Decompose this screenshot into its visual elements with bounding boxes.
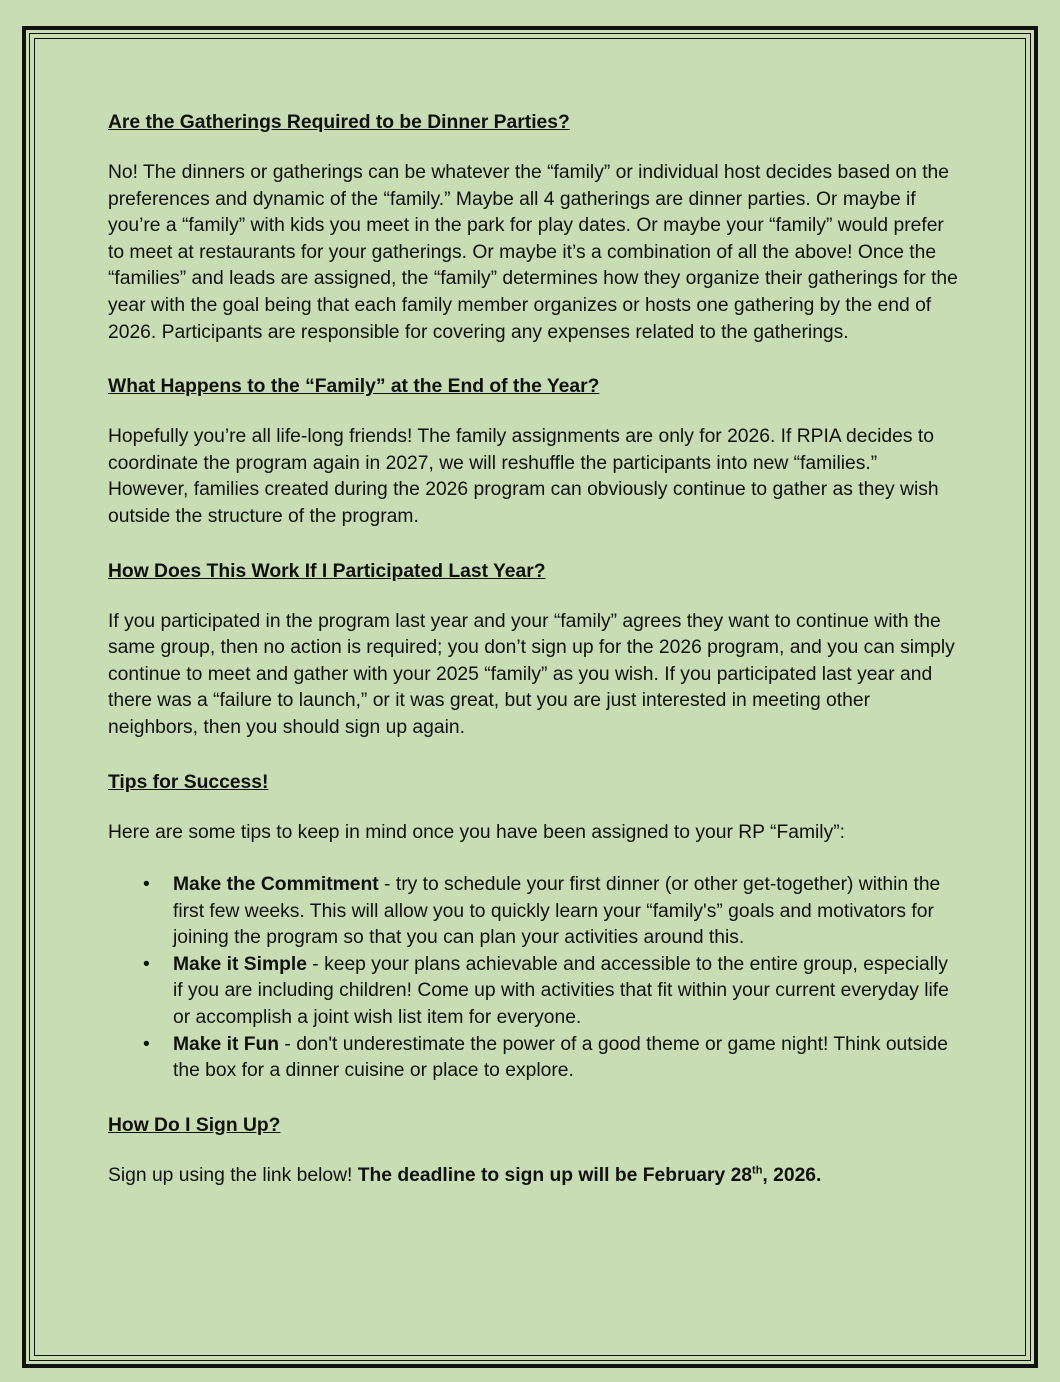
- tip-text: - keep your plans achievable and accessible to the entire group, especially if you are including children! Come up with activities that fit within your current everyday life or accomplish a joint wish list item for everyone.: [173, 953, 949, 1029]
- tip-text: - try to schedule your first dinner (or other get-together) within the first few weeks. This will allow you to quickly learn your “family's” goals and motivators for joining the program so that you can plan your activities around this.: [173, 874, 941, 949]
- sign-up-lead: Sign up using the link below!: [108, 1164, 358, 1186]
- list-item: [173, 952, 958, 1032]
- tip-title: Make it Simple: [173, 953, 307, 975]
- heading-dinner-parties: Are the Gatherings Required to be Dinner Parties?: [108, 112, 570, 133]
- heading-end-of-year: What Happens to the “Family” at the End of the Year?: [108, 376, 600, 398]
- deadline-main: The deadline to sign up will be February 28: [357, 1164, 753, 1186]
- heading-tips-for-success: Tips for Success!: [108, 771, 269, 793]
- paragraph-sign-up: [108, 1163, 958, 1190]
- tip-title: Make it Fun: [173, 1033, 280, 1055]
- paragraph-participated-last-year: If you participated in the program last year and your “family” agrees they want to continue with the same group, then no action is required; you don’t sign up for the 2026 program, and you can simply continue to meet and gather with your 2025 “family” as you wish. If you participated last year and there was a “failure to launch,” or it was great, but you are just interested in meeting other neighbors, then you should sign up again.: [108, 610, 955, 738]
- tips-list: [108, 872, 958, 1085]
- deadline-end: , 2026.: [762, 1164, 822, 1186]
- list-item: [173, 872, 958, 952]
- heading-sign-up: How Do I Sign Up?: [108, 1114, 281, 1136]
- paragraph-tips-intro: Here are some tips to keep in mind once you have been assigned to your RP “Family”:: [108, 821, 845, 843]
- tip-title: Make the Commitment: [173, 874, 379, 896]
- document-body: [108, 108, 958, 1189]
- list-item: [173, 1032, 958, 1085]
- paragraph-end-of-year: Hopefully you’re all life-long friends! The family assignments are only for 2026. If RPIA decides to coordinate the program again in 2027, we will reshuffle the participants into new “families.” However, families created during the 2026 program can obviously continue to gather as they wish outside the structure of the program.: [108, 426, 939, 527]
- heading-participated-last-year: How Does This Work If I Participated Last Year?: [108, 560, 546, 582]
- deadline-ordinal: th: [752, 1164, 763, 1177]
- paragraph-dinner-parties: No! The dinners or gatherings can be whatever the “family” or individual host decides based on the preferences and dynamic of the “family.” Maybe all 4 gatherings are dinner parties. Or maybe if you’re a “family” with kids you meet in the park for play dates. Or maybe your “family” would prefer to meet at restaurants for your gatherings. Or maybe it’s a combination of all the above! Once the “families” and leads are assigned, the “family” determines how they organize their gatherings for the year with the goal being that each family member organizes or hosts one gathering by the end of 2026. Participants are responsible for covering any expenses related to the gatherings.: [108, 162, 958, 343]
- deadline-text: [358, 1165, 822, 1186]
- tip-text: - don't underestimate the power of a good theme or game night! Think outside the box for a dinner cuisine or place to explore.: [173, 1033, 948, 1082]
